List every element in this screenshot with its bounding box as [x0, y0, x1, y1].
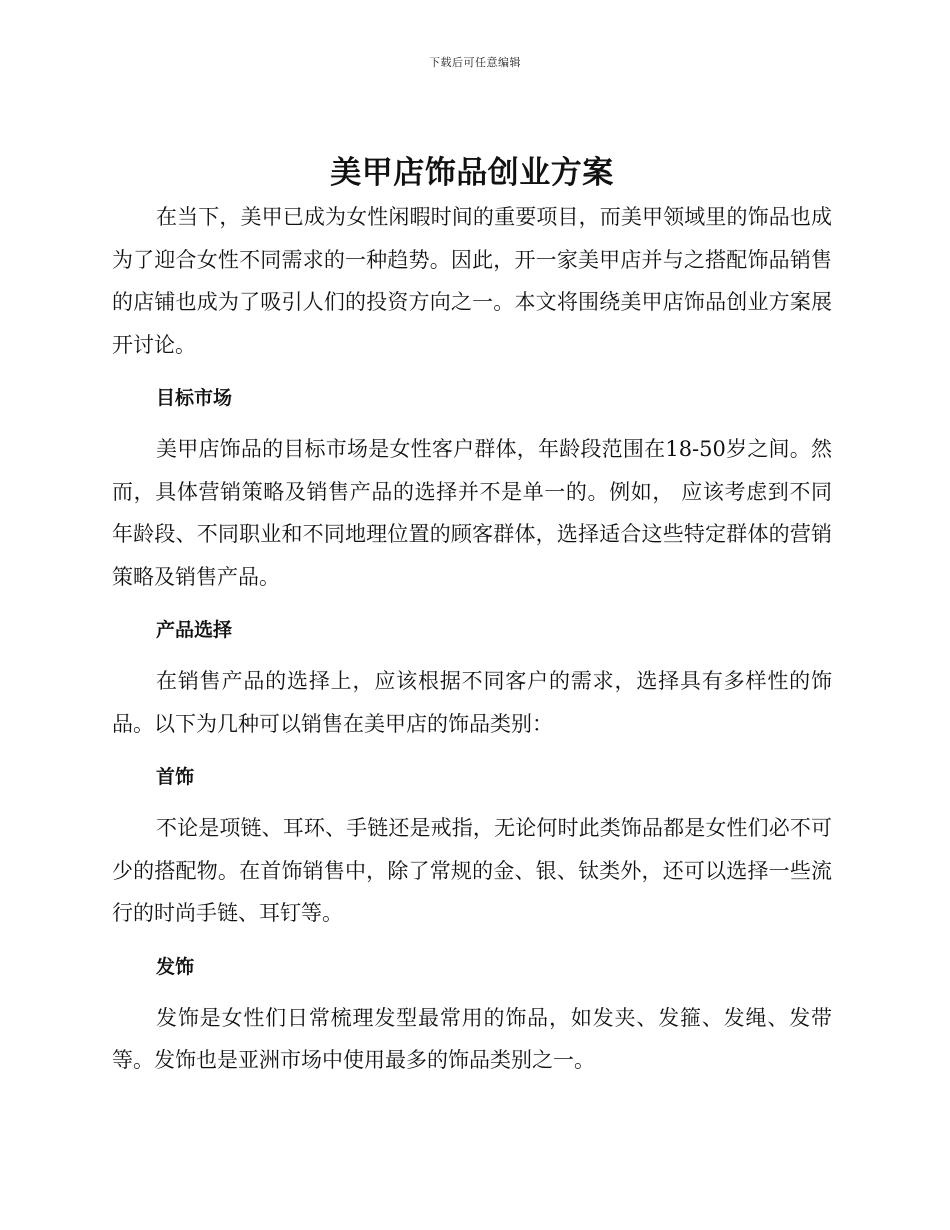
- section-body-product-selection: 在销售产品的选择上，应该根据不同客户的需求，选择具有多样性的饰品。以下为几种可以销售在美甲店的饰品类别：: [112, 669, 832, 736]
- intro-paragraph: 在当下，美甲已成为女性闲暇时间的重要项目，而美甲领域里的饰品也成为了迎合女性不同需求的一种趋势。因此，开一家美甲店并与之搭配饰品销售的店铺也成为了吸引人们的投资方向之一。本文将围绕美甲店饰品创业方案展开讨论。: [112, 205, 832, 357]
- section-body-jewelry: 不论是项链、耳环、手链还是戒指，无论何时此类饰品都是女性们必不可少的搭配物。在首饰销售中，除了常规的金、银、钛类外，还可以选择一些流行的时尚手链、耳钉等。: [112, 816, 832, 925]
- section-heading-hair-accessories: 发饰: [156, 955, 195, 978]
- spacer: [112, 789, 832, 807]
- spacer: [112, 745, 832, 765]
- section-heading-target-market: 目标市场: [156, 387, 233, 409]
- section-body-target-market: 美甲店饰品的目标市场是女性客户群体，年龄段范围在18-50岁之间。然而，具体营销策略及销售产品的选择并不是单一的。例如， 应该考虑到不同年龄段、不同职业和不同地理位置的顾客群体，选择适合这些特定群体的营销策略及销售产品。: [112, 437, 832, 589]
- spacer: [112, 642, 832, 660]
- header-note: 下载后可任意编辑: [429, 56, 521, 69]
- spacer: [112, 366, 832, 386]
- document-body: [112, 150, 832, 1082]
- section-heading-jewelry: 首饰: [156, 766, 195, 788]
- document-title: 美甲店饰品创业方案: [330, 155, 614, 191]
- spacer: [112, 979, 832, 997]
- spacer: [112, 410, 832, 428]
- spacer: [112, 598, 832, 618]
- spacer: [112, 935, 832, 955]
- section-body-hair-accessories: 发饰是女性们日常梳理发型最常用的饰品，如发夹、发箍、发绳、发带等。发饰也是亚洲市场中使用最多的饰品类别之一。: [112, 1005, 832, 1072]
- section-heading-product-selection: 产品选择: [156, 619, 233, 641]
